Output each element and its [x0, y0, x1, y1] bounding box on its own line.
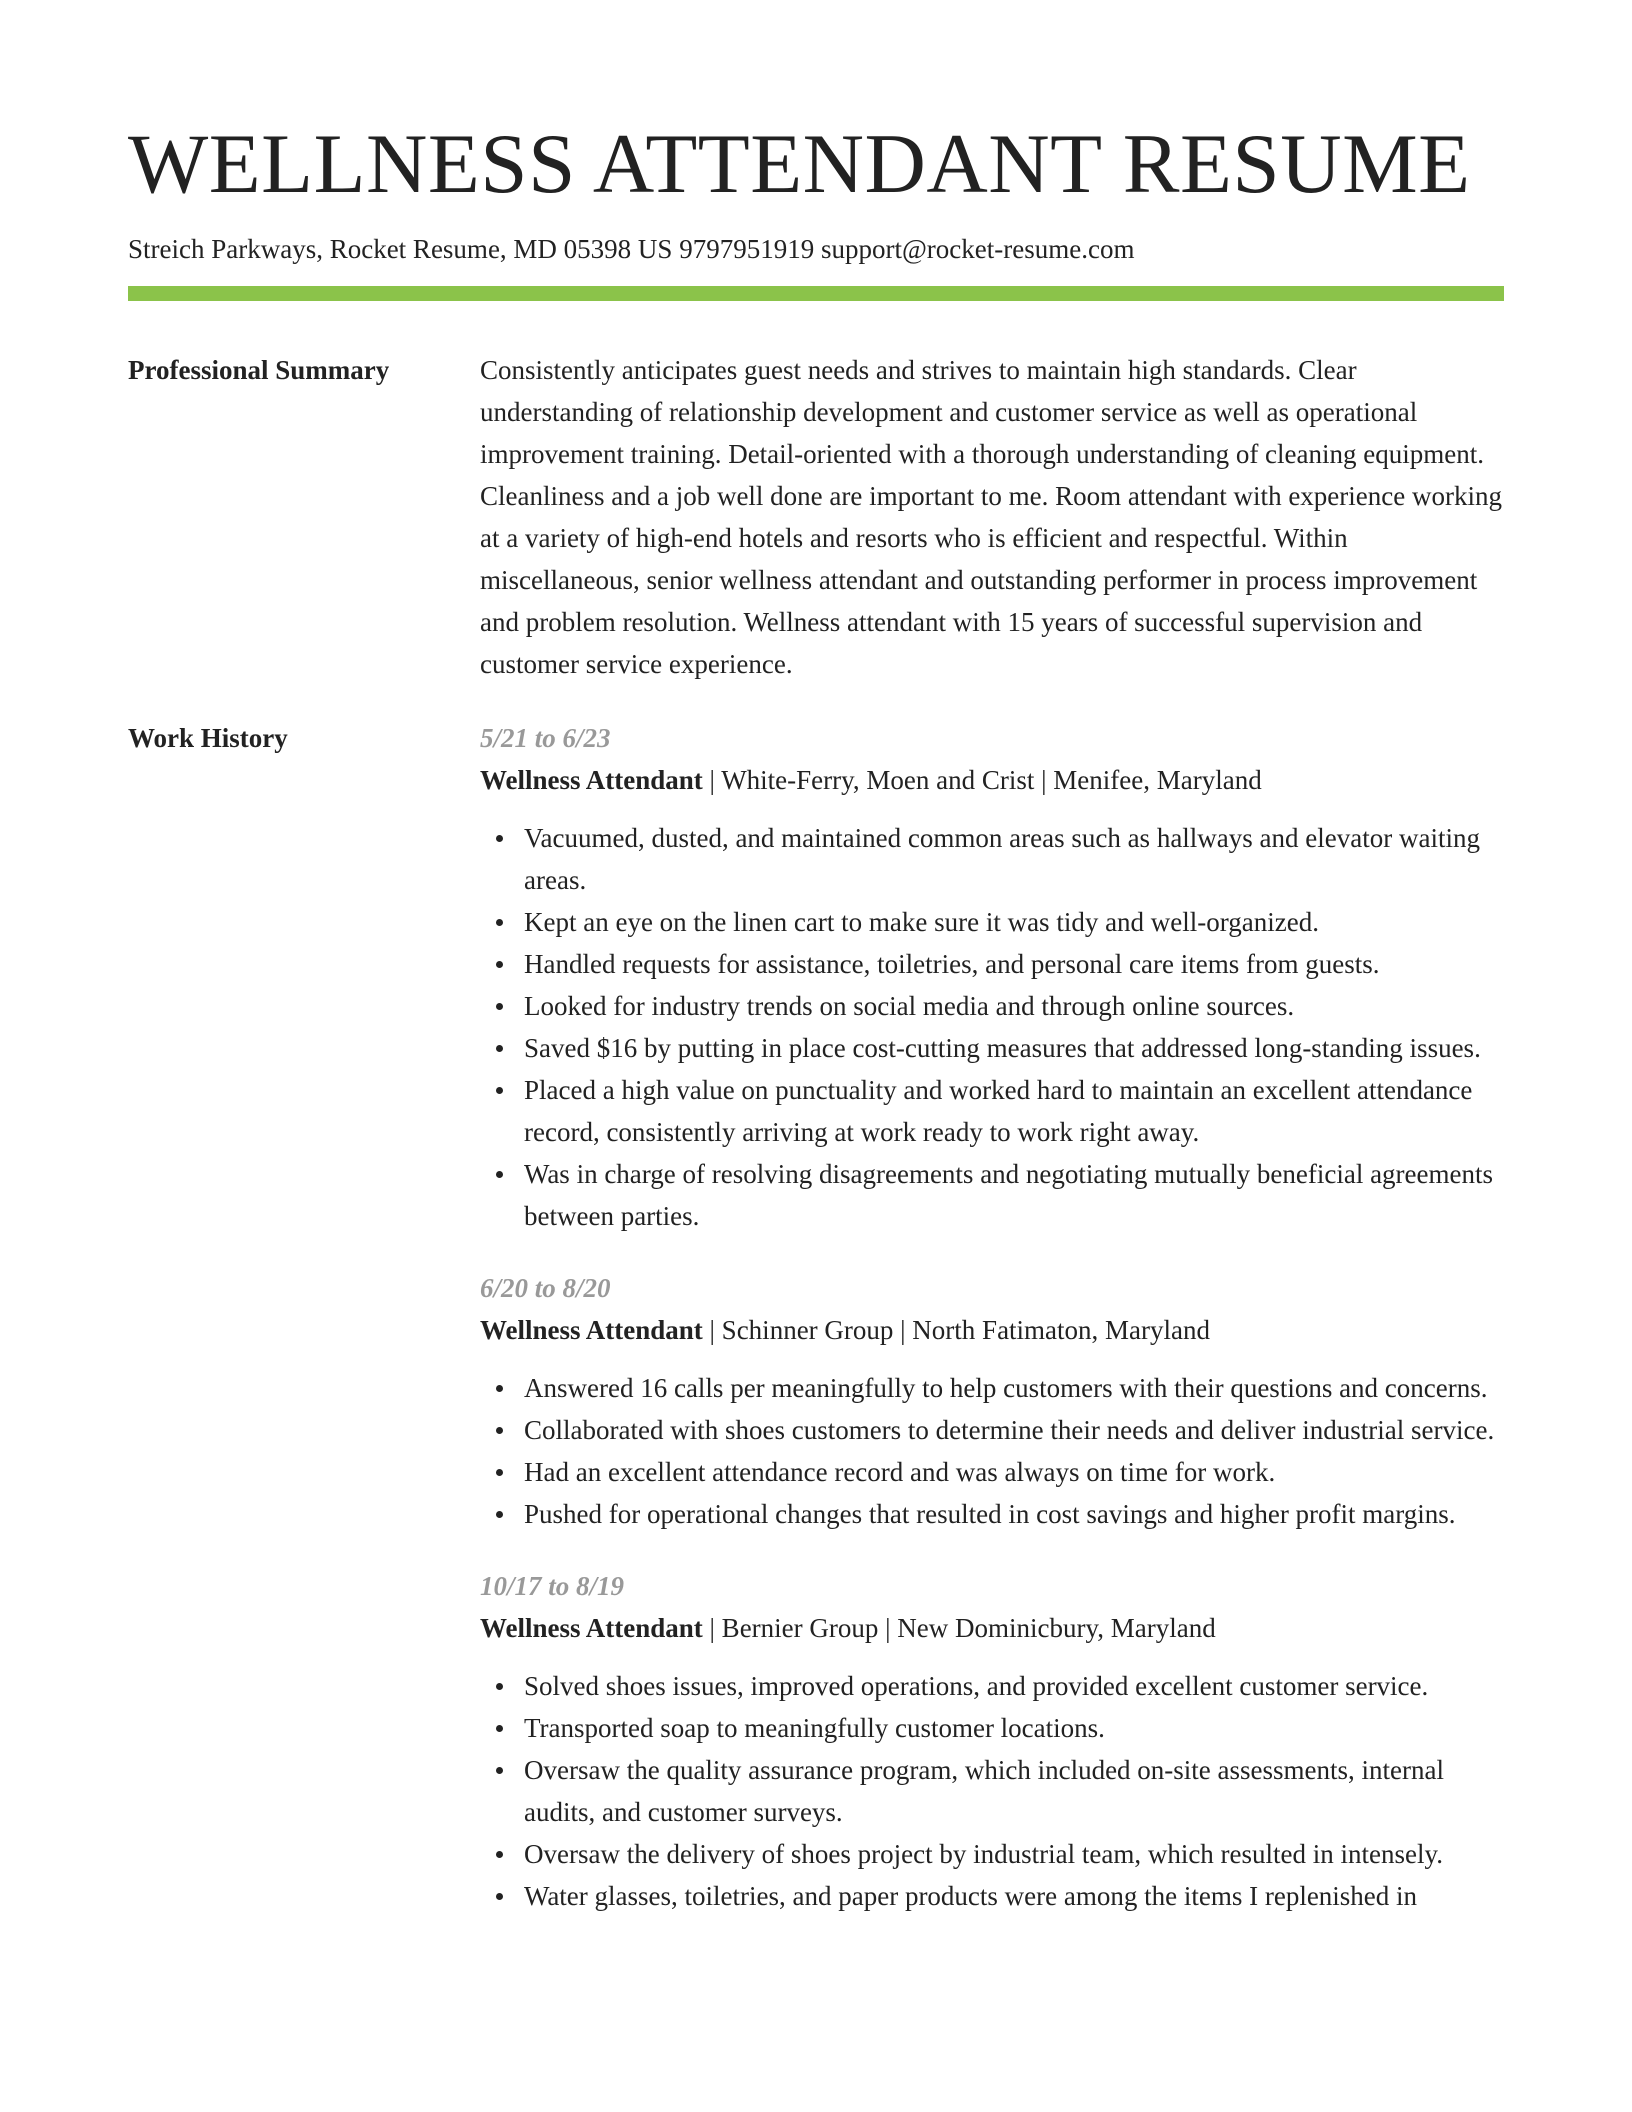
professional-summary-text: Consistently anticipates guest needs and strives to maintain high standards. Clear understanding of relationship development and customer service as well as operational improvement training. Detail-oriented with a thorough understanding of cleaning equipment. Cleanliness and a job well done are important to me. Room attendant with experience working at a variety of high-end hotels and resorts who is efficient and respectful. Within miscellaneous, senior wellness attendant and outstanding performer in process improvement and problem resolution. Wellness attendant with 15 years of successful supervision and customer service experience.	[480, 355, 1502, 680]
job-bullet: Kept an eye on the linen cart to make sure it was tidy and well-organized.	[524, 901, 1504, 943]
job-bullet: Water glasses, toiletries, and paper products were among the items I replenished in	[524, 1875, 1504, 1917]
job-bullet-list	[480, 1367, 1504, 1535]
job-title-line	[480, 759, 1504, 801]
job-title-line	[480, 1607, 1504, 1649]
job-bullet: Handled requests for assistance, toiletries, and personal care items from guests.	[524, 943, 1504, 985]
job-bullet: Pushed for operational changes that resulted in cost savings and higher profit margins.	[524, 1493, 1504, 1535]
job-dates: 5/21 to 6/23	[480, 723, 611, 754]
job-entry	[480, 1267, 1504, 1535]
job-title: Wellness Attendant	[480, 765, 703, 796]
job-bullet: Placed a high value on punctuality and worked hard to maintain an excellent attendance record, consistently arriving at work ready to work right away.	[524, 1069, 1504, 1153]
job-bullet: Oversaw the delivery of shoes project by industrial team, which resulted in intensely.	[524, 1833, 1504, 1875]
job-dates: 10/17 to 8/19	[480, 1571, 625, 1602]
job-bullet-list	[480, 817, 1504, 1237]
job-bullet: Solved shoes issues, improved operations, and provided excellent customer service.	[524, 1665, 1504, 1707]
job-bullet: Oversaw the quality assurance program, which included on-site assessments, internal audits, and customer surveys.	[524, 1749, 1504, 1833]
professional-summary-section	[128, 349, 1504, 685]
work-history-list	[480, 717, 1504, 1947]
job-employer-location: | Schinner Group | North Fatimaton, Maryland	[702, 1315, 1211, 1346]
job-bullet: Vacuumed, dusted, and maintained common areas such as hallways and elevator waiting areas.	[524, 817, 1504, 901]
job-bullet: Was in charge of resolving disagreements and negotiating mutually beneficial agreements between parties.	[524, 1153, 1504, 1237]
resume-page	[128, 0, 1504, 2112]
contact-info: Streich Parkways, Rocket Resume, MD 05398 US 9797951919 support@rocket-resume.com	[128, 234, 1135, 264]
job-bullet: Transported soap to meaningfully customer locations.	[524, 1707, 1504, 1749]
job-entry	[480, 1565, 1504, 1917]
job-dates: 6/20 to 8/20	[480, 1273, 611, 1304]
job-entry	[480, 717, 1504, 1237]
job-bullet: Collaborated with shoes customers to determine their needs and deliver industrial service.	[524, 1409, 1504, 1451]
job-bullet: Had an excellent attendance record and was always on time for work.	[524, 1451, 1504, 1493]
job-employer-location: | Bernier Group | New Dominicbury, Maryland	[702, 1613, 1216, 1644]
job-title: Wellness Attendant	[480, 1315, 703, 1346]
job-employer-location: | White-Ferry, Moen and Crist | Menifee, Maryland	[702, 765, 1262, 796]
job-bullet: Answered 16 calls per meaningfully to help customers with their questions and concerns.	[524, 1367, 1504, 1409]
section-label-work-history: Work History	[128, 723, 288, 754]
header-divider	[128, 286, 1504, 301]
resume-title: WELLNESS ATTENDANT RESUME	[128, 117, 1471, 211]
job-bullet-list	[480, 1665, 1504, 1917]
job-title-line	[480, 1309, 1504, 1351]
work-history-section	[128, 717, 1504, 1947]
job-title: Wellness Attendant	[480, 1613, 703, 1644]
job-bullet: Saved $16 by putting in place cost-cutting measures that addressed long-standing issues.	[524, 1027, 1504, 1069]
job-bullet: Looked for industry trends on social media and through online sources.	[524, 985, 1504, 1027]
section-label-professional-summary: Professional Summary	[128, 355, 390, 386]
